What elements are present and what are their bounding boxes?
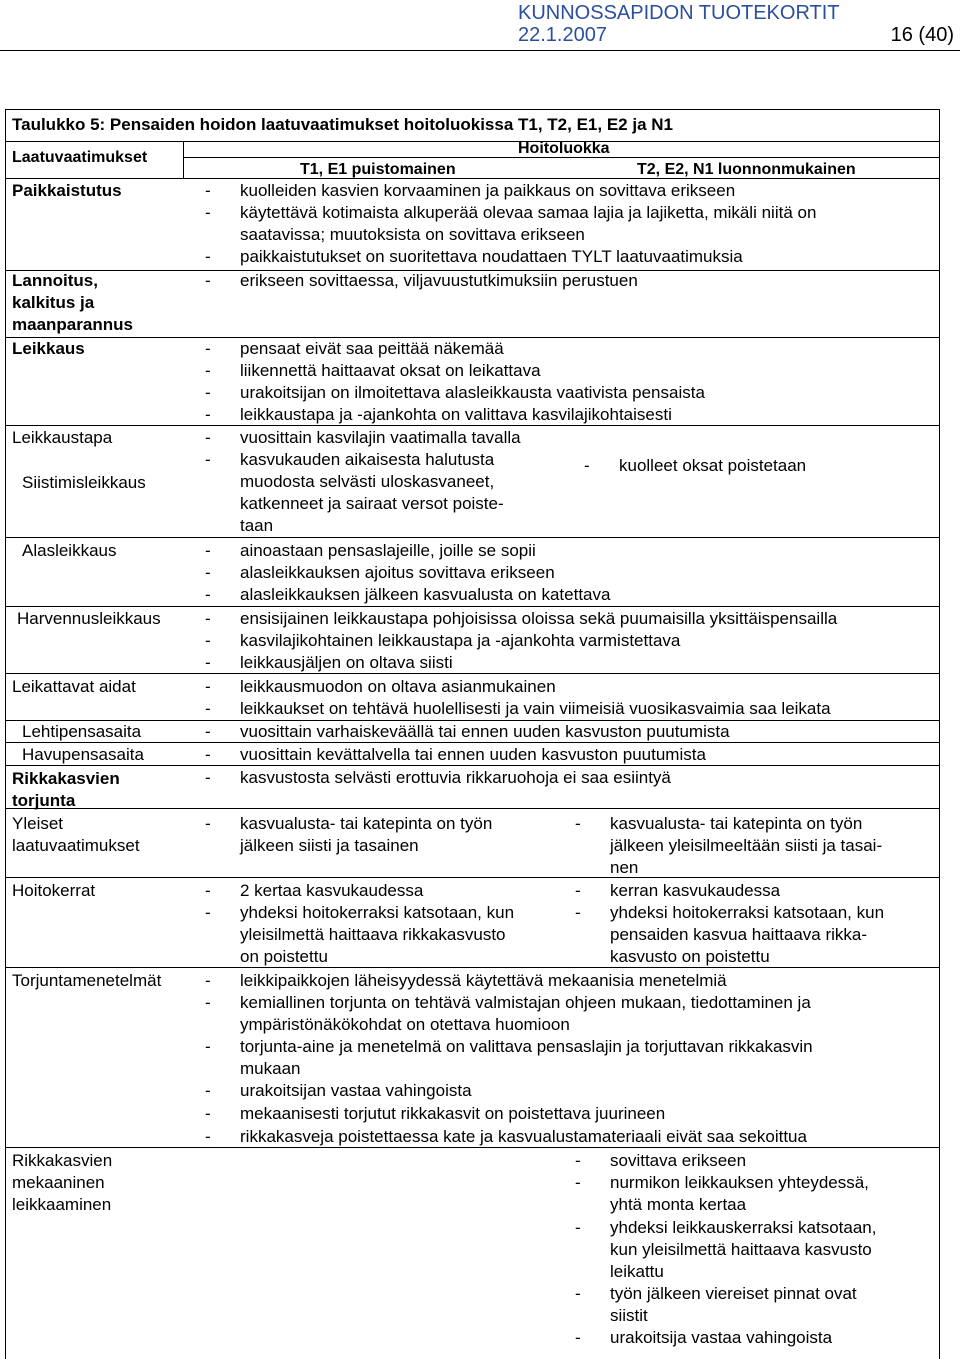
row-label-mekaaninen: leikkaaminen <box>12 1195 112 1214</box>
row-label-leikkaus: Leikkaus <box>12 339 85 358</box>
row-label-aidat: Leikattavat aidat <box>12 677 136 696</box>
row-label-hoitokerrat: Hoitokerrat <box>12 881 96 900</box>
row-label-lannoitus: kalkitus ja <box>12 293 95 312</box>
row-label-rikkakasvien-torjunta: torjunta <box>12 791 76 810</box>
row-label-lannoitus: Lannoitus, <box>12 271 98 290</box>
row-label-mekaaninen: Rikkakasvien <box>12 1151 113 1170</box>
row-label-lehtipensasaita: Lehtipensasaita <box>22 722 142 741</box>
row-divider <box>5 877 940 878</box>
row-label-leikkaustapa: Leikkaustapa <box>12 428 113 447</box>
col-class-header: Hoitoluokka <box>518 140 610 157</box>
header-rule <box>0 50 960 51</box>
caption-divider <box>5 141 940 142</box>
col-t2-header: T2, E2, N1 luonnonmukainen <box>637 161 856 178</box>
row-label-yleiset: Yleiset <box>12 814 64 833</box>
row-label-siistimisleikkaus: Siistimisleikkaus <box>22 473 146 492</box>
row-label-mekaaninen: mekaaninen <box>12 1173 105 1192</box>
col-requirements-header: Laatuvaatimukset <box>12 149 148 166</box>
row-divider <box>5 673 940 674</box>
column-divider <box>183 141 184 178</box>
row-label-harvennusleikkaus: Harvennusleikkaus <box>17 609 161 628</box>
row-label-rikkakasvien-torjunta: Rikkakasvien <box>12 769 120 788</box>
row-label-yleiset: laatuvaatimukset <box>12 836 140 855</box>
row-label-alasleikkaus: Alasleikkaus <box>22 541 117 560</box>
page-number: 16 (40) <box>890 24 954 46</box>
document-title: KUNNOSSAPIDON TUOTEKORTIT <box>518 2 840 24</box>
row-divider <box>5 537 940 538</box>
row-label-lannoitus: maanparannus <box>12 315 133 334</box>
row-label-paikkaistutus: Paikkaistutus <box>12 181 122 200</box>
col-t1-header: T1, E1 puistomainen <box>300 161 456 178</box>
table-caption: Taulukko 5: Pensaiden hoidon laatuvaatimukset hoitoluokissa T1, T2, E1, E2 ja N1 <box>12 115 673 134</box>
row-divider <box>5 606 940 607</box>
row-divider <box>5 967 940 968</box>
row-label-havupensasaita: Havupensasaita <box>22 745 144 764</box>
row-divider <box>5 808 940 809</box>
row-label-torjuntamenetelmat: Torjuntamenetelmät <box>12 971 162 990</box>
document-date: 22.1.2007 <box>518 24 607 46</box>
